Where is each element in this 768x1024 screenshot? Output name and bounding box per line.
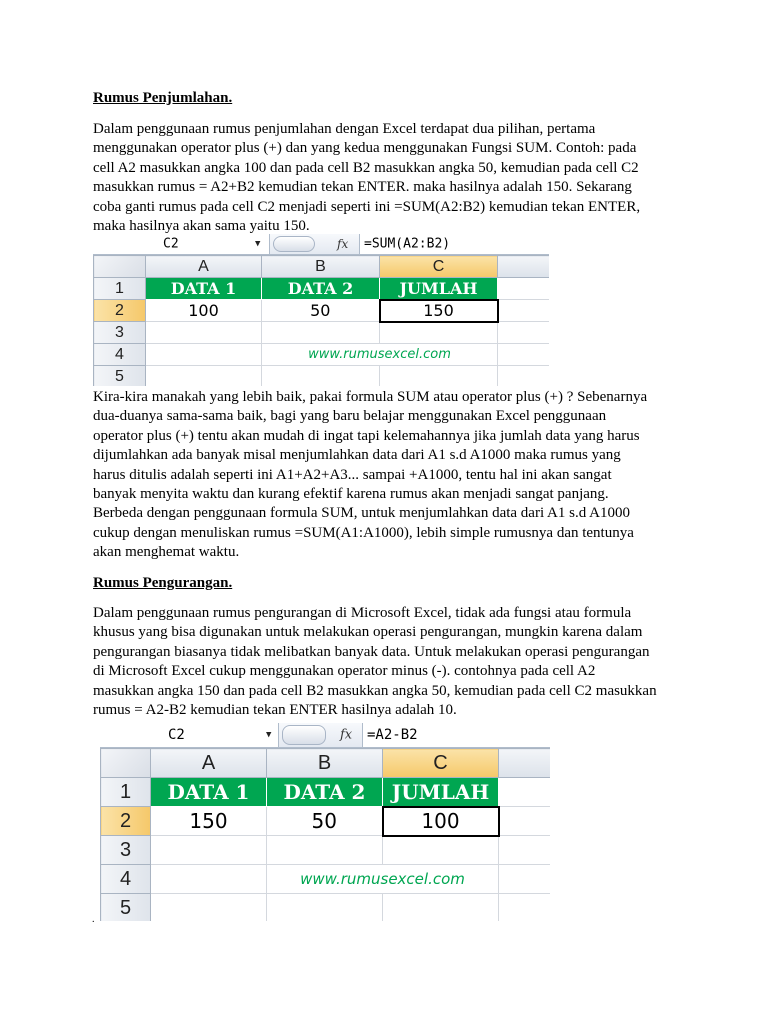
excel-screenshot-sum (93, 234, 549, 386)
row-header-4[interactable]: 4 (94, 344, 146, 366)
text-line: di Microsoft Excel cukup menggunakan operator minus (-). contohnya pada cell A2 (93, 663, 596, 680)
column-header-a[interactable]: A (151, 749, 267, 778)
cell-a5[interactable] (146, 366, 262, 387)
cell-b1[interactable]: DATA 2 (262, 278, 380, 300)
spreadsheet-grid (93, 255, 549, 386)
text-line: khusus yang bisa digunakan untuk melakukan operasi pengurangan, mungkin karena dalam (93, 624, 643, 641)
cell-b1[interactable]: DATA 2 (267, 778, 383, 807)
column-header-b[interactable]: B (262, 256, 380, 278)
row-header-3[interactable]: 3 (101, 836, 151, 865)
cell-a4[interactable] (151, 865, 267, 894)
text-line: masukkan rumus = A2+B2 kemudian tekan ENTER. maka hasilnya adalah 150. Sekarang (93, 179, 632, 196)
row-header-4[interactable]: 4 (101, 865, 151, 894)
text-line: pengurangan biasanya tidak melibatkan banyak data. Untuk melakukan operasi pengurangan (93, 643, 650, 660)
text-line: masukkan angka 150 dan pada cell B2 masukkan angka 50, kemudian pada cell C2 masukkan (93, 682, 657, 699)
column-header-c[interactable]: C (383, 749, 499, 778)
chevron-down-icon[interactable]: ▼ (266, 730, 272, 740)
text-line: coba ganti rumus pada cell C2 menjadi seperti ini =SUM(A2:B2) kemudian tekan ENTER, (93, 198, 641, 215)
cell-d2[interactable] (499, 807, 551, 836)
chevron-down-icon[interactable]: ▼ (255, 239, 261, 249)
cell-a1[interactable]: DATA 1 (151, 778, 267, 807)
row-header-5[interactable]: 5 (101, 894, 151, 922)
formula-bar-resize-handle[interactable] (273, 236, 315, 252)
select-all-corner[interactable] (101, 749, 151, 778)
text-line: dijumlahkan ada banyak misal menjumlahkan data dari A1 s.d A1000 maka rumus yang (93, 447, 621, 464)
formula-bar (93, 234, 549, 255)
text-line: cukup dengan menuliskan rumus =SUM(A1:A1000), lebih simple rumusnya dan tentunya (93, 524, 634, 541)
row-header-3[interactable]: 3 (94, 322, 146, 344)
footer-mark: . (92, 914, 95, 925)
cell-c3[interactable] (380, 322, 498, 344)
watermark: www.rumusexcel.com (267, 865, 499, 894)
row-header-1[interactable]: 1 (94, 278, 146, 300)
spreadsheet-grid (100, 748, 550, 921)
row-header-2[interactable]: 2 (101, 807, 151, 836)
cell-a4[interactable] (146, 344, 262, 366)
formula-input[interactable]: =A2-B2 (362, 723, 550, 747)
cell-b2[interactable]: 50 (267, 807, 383, 836)
paragraph-penjumlahan-intro (93, 120, 640, 236)
cell-a3[interactable] (151, 836, 267, 865)
function-icon[interactable]: fx (337, 237, 349, 251)
text-line: Berbeda dengan penggunaan formula SUM, untuk menjumlahkan data dari A1 s.d A1000 (93, 505, 630, 522)
cell-d1[interactable] (498, 278, 550, 300)
text-line: dua-duanya sama-sama baik, bagi yang baru belajar menggunakan Excel penggunaan (93, 408, 607, 425)
cell-c5[interactable] (383, 894, 499, 922)
row-header-5[interactable]: 5 (94, 366, 146, 387)
cell-d3[interactable] (499, 836, 551, 865)
text-line: harus ditulis adalah seperti ini A1+A2+A3... sampai +A1000, tentu hal ini akan sangat (93, 466, 612, 483)
cell-b5[interactable] (267, 894, 383, 922)
paragraph-pengurangan-intro (93, 604, 657, 720)
row-header-1[interactable]: 1 (101, 778, 151, 807)
cell-c1[interactable]: JUMLAH (383, 778, 499, 807)
formula-input[interactable]: =SUM(A2:B2) (359, 234, 549, 254)
cell-b2[interactable]: 50 (262, 300, 380, 322)
cell-d4[interactable] (499, 865, 551, 894)
cell-c2-active[interactable]: 150 (380, 300, 498, 322)
cell-d1[interactable] (499, 778, 551, 807)
cell-b3[interactable] (262, 322, 380, 344)
formula-bar (100, 723, 550, 748)
column-header-d[interactable] (499, 749, 551, 778)
function-icon[interactable]: fx (340, 727, 353, 743)
section-heading-pengurangan: Rumus Pengurangan. (93, 575, 233, 591)
text-line: rumus = A2-B2 kemudian tekan ENTER hasilnya adalah 10. (93, 701, 457, 718)
row-header-2[interactable]: 2 (94, 300, 146, 322)
text-line: Kira-kira manakah yang lebih baik, pakai formula SUM atau operator plus (+) ? Sebenarnya (93, 389, 648, 405)
paragraph-penjumlahan-comparison (93, 388, 647, 563)
cell-a1[interactable]: DATA 1 (146, 278, 262, 300)
text-line: Dalam penggunaan rumus pengurangan di Microsoft Excel, tidak ada fungsi atau formula (93, 605, 632, 621)
text-line: banyak menyita waktu dan kurang efektif karena rumus akan menjadi sangat panjang. (93, 485, 609, 502)
cell-c2-active[interactable]: 100 (383, 807, 499, 836)
cell-a2[interactable]: 150 (151, 807, 267, 836)
cell-c3[interactable] (383, 836, 499, 865)
cell-a3[interactable] (146, 322, 262, 344)
text-line: cell A2 masukkan angka 100 dan pada cell B2 masukkan angka 50, kemudian pada cell C2 (93, 159, 639, 176)
text-line: maka hasilnya akan sama yaitu 150. (93, 217, 310, 234)
text-line: operator plus (+) tentu akan mudah di ingat tapi kelemahannya jika jumlah data yang harus (93, 427, 640, 444)
cell-d2[interactable] (498, 300, 550, 322)
select-all-corner[interactable] (94, 256, 146, 278)
name-box[interactable]: C2 ▼ (93, 234, 270, 254)
column-header-b[interactable]: B (267, 749, 383, 778)
watermark: www.rumusexcel.com (262, 344, 498, 366)
cell-b3[interactable] (267, 836, 383, 865)
text-line: menggunakan operator plus (+) dan yang kedua menggunakan Fungsi SUM. Contoh: pada (93, 140, 637, 157)
cell-a2[interactable]: 100 (146, 300, 262, 322)
section-heading-penjumlahan: Rumus Penjumlahan. (93, 90, 233, 106)
text-line: akan menghemat waktu. (93, 544, 240, 561)
cell-b5[interactable] (262, 366, 380, 387)
text-line: Dalam penggunaan rumus penjumlahan dengan Excel terdapat dua pilihan, pertama (93, 121, 596, 137)
name-box[interactable]: C2 ▼ (100, 723, 279, 747)
cell-d5[interactable] (498, 366, 550, 387)
column-header-d[interactable] (498, 256, 550, 278)
cell-d5[interactable] (499, 894, 551, 922)
column-header-c[interactable]: C (380, 256, 498, 278)
cell-d3[interactable] (498, 322, 550, 344)
formula-bar-resize-handle[interactable] (282, 725, 326, 745)
excel-screenshot-subtraction (100, 723, 550, 921)
cell-c1[interactable]: JUMLAH (380, 278, 498, 300)
cell-c5[interactable] (380, 366, 498, 387)
cell-d4[interactable] (498, 344, 550, 366)
cell-a5[interactable] (151, 894, 267, 922)
column-header-a[interactable]: A (146, 256, 262, 278)
